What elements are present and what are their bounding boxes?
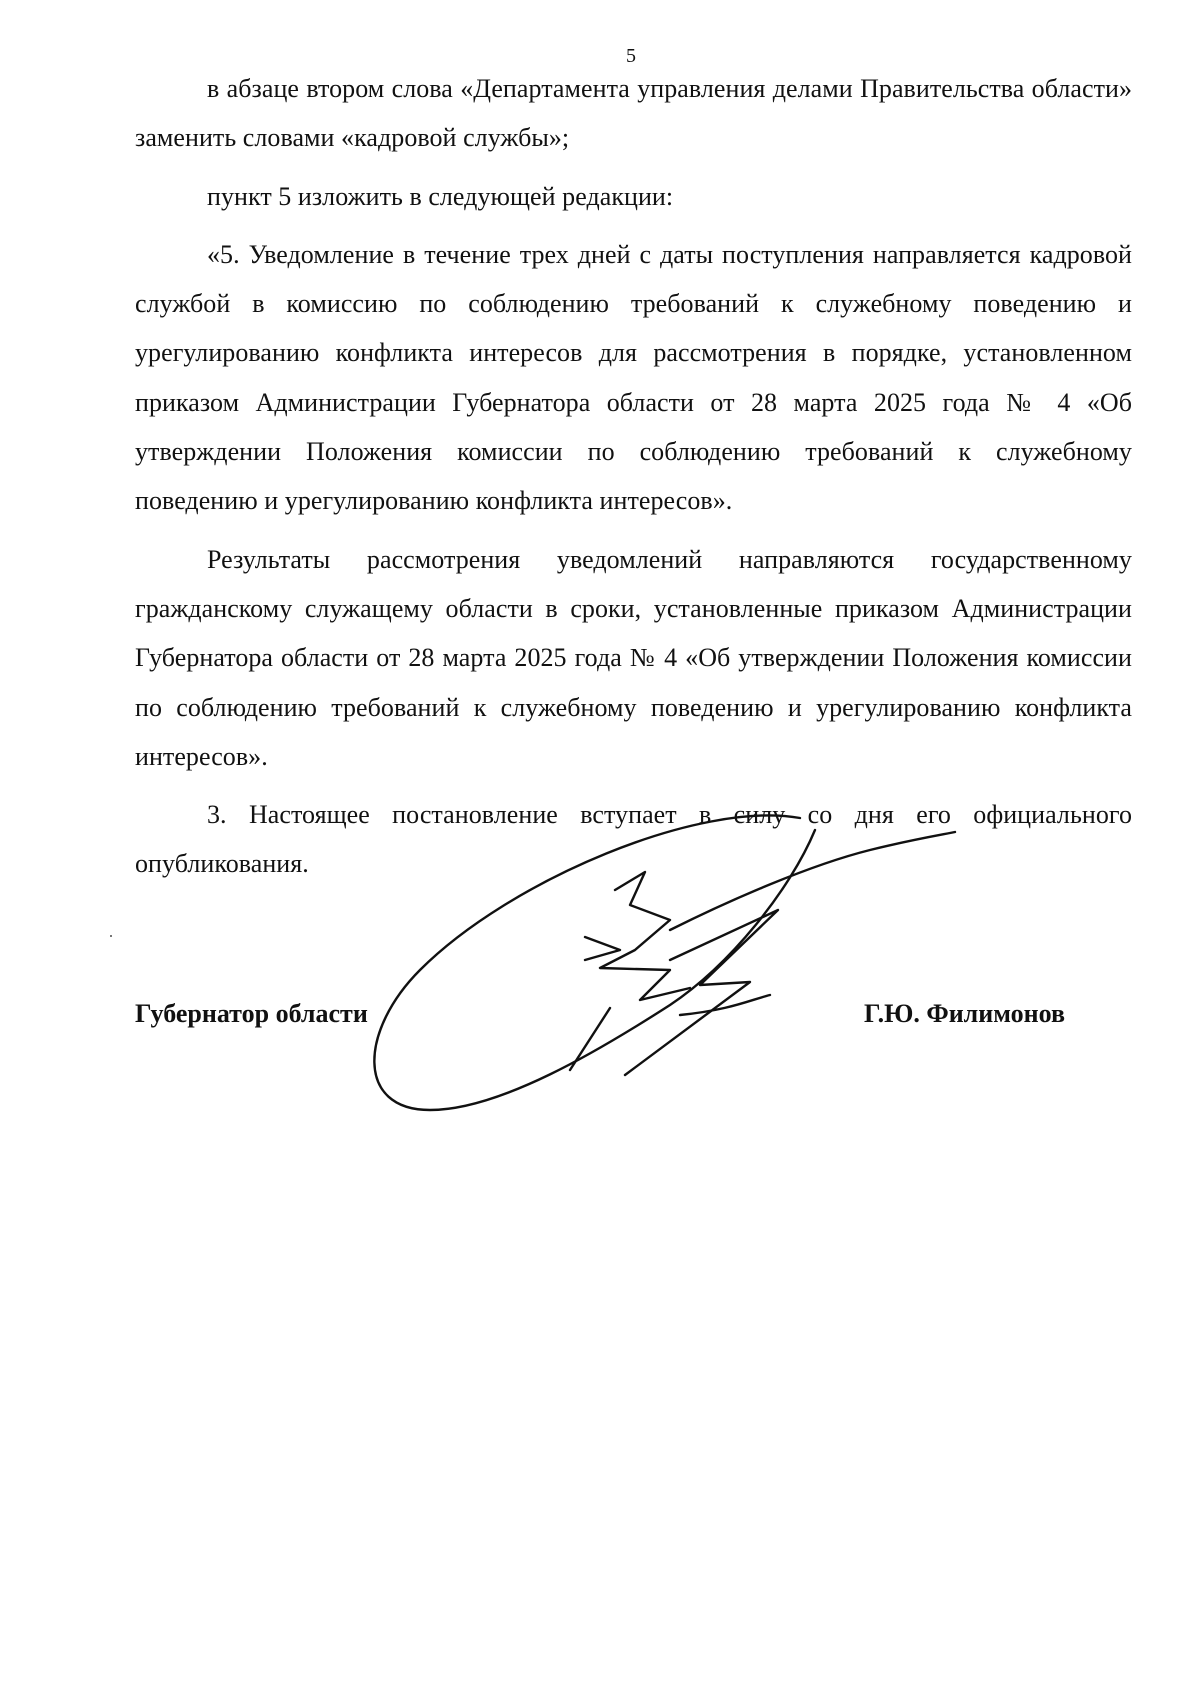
signature-block [135,994,1065,1034]
page-number: 5 [626,45,636,67]
paragraph-amendment-abzac: в абзаце втором слова «Департамента управления делами Правительства области» заменить словами «кадровой службы»; [135,74,1132,153]
signatory-title: Губернатор области [135,999,368,1028]
scan-speck [110,935,112,937]
paragraph-punkt-5-intro: пункт 5 изложить в следующей редакции: [207,181,674,211]
paragraph-effective-date: 3. Настоящее постановление вступает в силу со дня его официального опубликования. [135,800,1132,879]
handwritten-signature [370,810,960,1120]
document-body [135,64,1132,898]
paragraph-results: Результаты рассмотрения уведомлений направляются государственному гражданскому служащему области в сроки, установленные приказом Администрации Губернатора области от 28 марта 2025 года № 4 «Об утверждении Положения комиссии по соблюдению требований к служебному поведению и урегулированию конфликта интересов». [135,544,1132,771]
signatory-name: Г.Ю. Филимонов [863,999,1065,1028]
paragraph-punkt-5-text: «5. Уведомление в течение трех дней с даты поступления направляется кадровой службой в комиссию по соблюдению требований к служебному поведению и урегулированию конфликта интересов для рассмотрения в порядке, установленном приказом Администрации Губернатора области от 28 марта 2025 года № 4 «Об утверждении Положения комиссии по соблюдению требований к служебному поведению и урегулированию конфликта интересов». [135,239,1132,516]
